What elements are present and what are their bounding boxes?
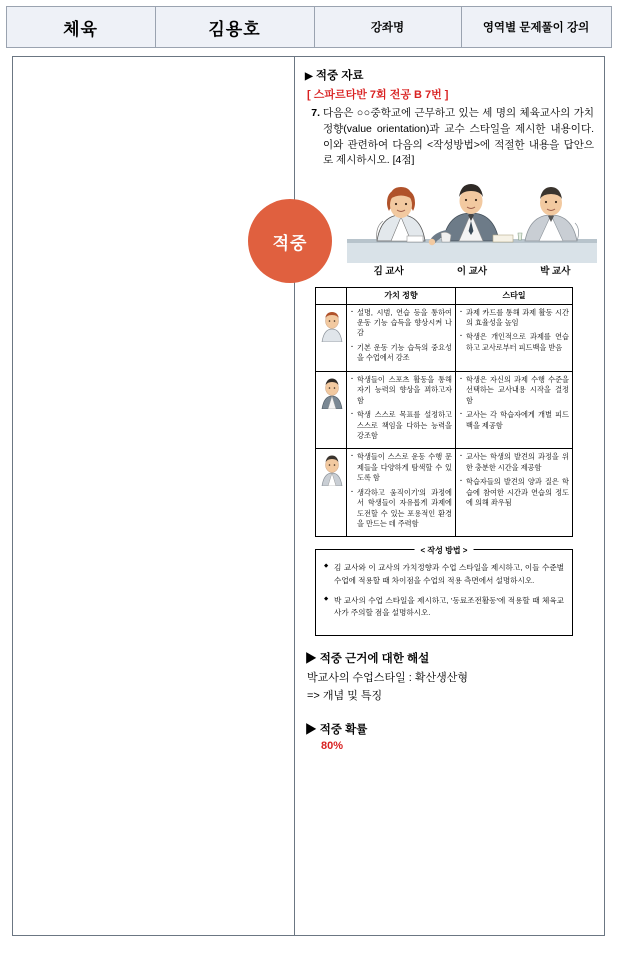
bullet: · 설명, 시범, 연습 등을 통하여 운동 기능 습득을 향상시켜 나감 <box>350 308 452 339</box>
teacher-names-row <box>347 263 597 277</box>
illustration-wrapper <box>305 173 594 285</box>
teacher-male-icon <box>319 375 345 409</box>
row-teacher-icon-1 <box>316 304 347 371</box>
table-header-row <box>316 288 573 305</box>
left-blank-column <box>13 57 295 935</box>
bullet: · 학생은 자신의 과제 수행 수준을 선택하는 교사내용 시작을 결정함 <box>459 375 569 406</box>
probability-title-text: 적중 확률 <box>319 723 368 736</box>
explanation-title-text: 적중 근거에 대한 해설 <box>319 652 430 665</box>
explanation-line-1: 박교사의 수업스타일 : 확산생산형 <box>307 671 468 684</box>
teacher-name-3: 박 교사 <box>540 266 571 277</box>
triangle-marker-icon: ▶ <box>305 652 317 665</box>
method-box <box>315 546 573 635</box>
explanation-line-2: => 개념 및 특징 <box>307 690 383 703</box>
method-item: ◆ 박 교사의 수업 스타일을 제시하고, '동료조전활동'에 적용할 때 체육교사가 주의할 점을 설명하시오. <box>324 595 564 620</box>
row-teacher-icon-3 <box>316 449 347 537</box>
bullet: · 교사는 학생의 발견의 과정을 위한 충분한 시간을 제공함 <box>459 452 569 473</box>
header-course-label: 강좌명 <box>314 7 461 48</box>
content-frame <box>12 56 605 936</box>
material-section-title <box>305 67 594 83</box>
teacher-female-icon <box>319 308 345 342</box>
right-content-column <box>272 57 604 935</box>
header-subject: 체육 <box>6 7 155 48</box>
row-teacher-icon-2 <box>316 371 347 449</box>
table-row <box>316 371 573 449</box>
triangle-marker-icon: ▶ <box>305 71 313 82</box>
probability-section-title <box>305 721 594 737</box>
method-box-legend: < 작성 방법 > <box>415 544 474 557</box>
row-style-2 <box>456 371 573 449</box>
row-orientation-2 <box>347 371 456 449</box>
table-header-style: 스타일 <box>456 288 573 305</box>
bullet: · 학생들이 스포츠 활동을 통해 자기 능력의 향상을 꾀하고자 함 <box>350 375 452 406</box>
bullet: · 과제 카드를 통해 과제 활동 시간의 효율성을 높임 <box>459 308 569 329</box>
three-teachers-illustration-icon <box>347 173 597 263</box>
explanation-section-title <box>305 650 594 666</box>
probability-value: 80% <box>321 739 344 752</box>
question-text: 다음은 ○○중학교에 근무하고 있는 세 명의 체육교사의 가치 정향(value orientation)과 교수 스타일을 제시한 내용이다. 이와 관련하여 다음의 <작성방법>에 적절한 내용을 답안으로 제시하시오. [4점] <box>323 107 594 167</box>
teacher-name-2: 이 교사 <box>456 266 488 277</box>
table-header-icon-col <box>316 288 347 305</box>
header-instructor: 김용호 <box>155 7 314 48</box>
source-tag: [ 스파르타반 7회 전공 B 7번 ] <box>307 89 449 101</box>
row-style-3 <box>456 449 573 537</box>
material-title-text: 적중 자료 <box>315 70 364 82</box>
bullet: · 학습자들의 발견의 양과 질은 학습에 참여한 시간과 연습의 정도에 의해 좌우됨 <box>459 477 569 508</box>
bullet: · 기본 운동 기능 습득의 중요성을 수업에서 강조 <box>350 343 452 364</box>
header-course-name: 영역별 문제풀이 강의 <box>461 7 611 48</box>
row-orientation-1 <box>347 304 456 371</box>
bullet: · 생각하고 움직이기'의 과정에서 학생들이 자유롭게 과제에 도전할 수 있는 포용적인 환경을 만드는 데 주력함 <box>350 488 452 530</box>
table-row <box>316 449 573 537</box>
teacher-male2-icon <box>319 452 345 486</box>
stamp-label: 적중 <box>272 233 308 253</box>
teacher-name-1: 김 교사 <box>373 266 404 277</box>
header-table <box>6 6 612 48</box>
row-style-1 <box>456 304 573 371</box>
table-row <box>316 304 573 371</box>
bullet: · 학생 스스로 목표를 설정하고 스스로 책임을 다하는 능력을 강조함 <box>350 410 452 441</box>
row-orientation-3 <box>347 449 456 537</box>
table-header-orientation: 가치 정향 <box>347 288 456 305</box>
value-orientation-table <box>315 287 573 537</box>
question-block <box>305 106 594 169</box>
triangle-marker-icon: ▶ <box>305 723 317 736</box>
question-number: 7. <box>311 107 320 119</box>
bullet: · 교사는 각 학습자에게 개별 피드백을 제공함 <box>459 410 569 431</box>
bullet: · 학생은 개인적으로 과제를 연습하고 교사로부터 피드백을 받음 <box>459 332 569 353</box>
bullet: · 학생들이 스스로 운동 수행 문제들을 다양하게 탐색할 수 있도록 함 <box>350 452 452 483</box>
method-item: ◆ 김 교사와 이 교사의 가치정향과 수업 스타일을 제시하고, 이들 수준별 수업에 적용할 때 차이점을 수업의 적용 측면에서 설명하시오. <box>324 562 564 587</box>
